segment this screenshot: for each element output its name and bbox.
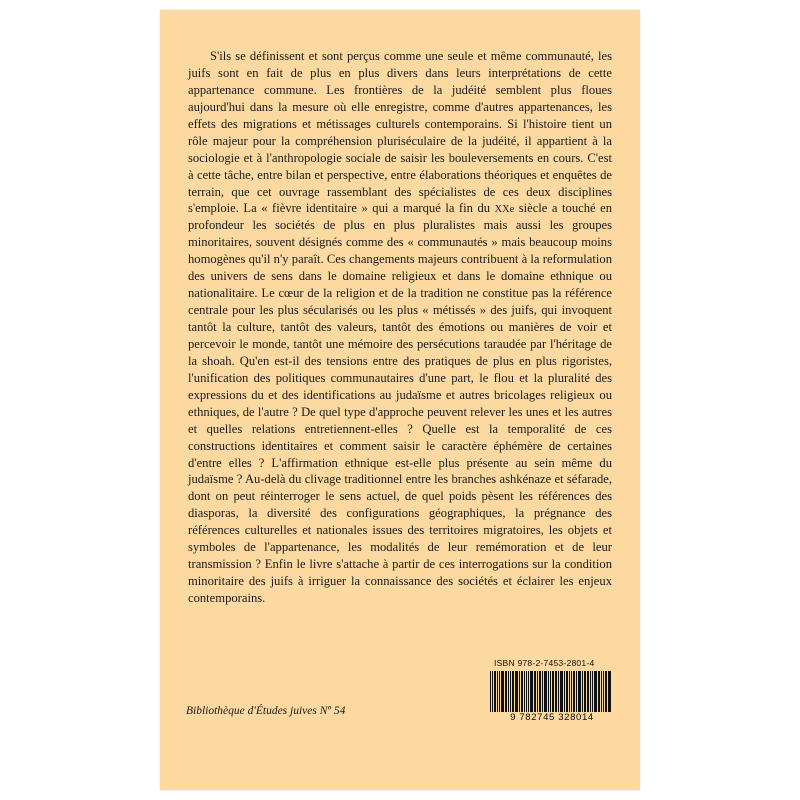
- isbn-block: [490, 658, 618, 723]
- series-line: Bibliothèque d'Études juives Nº 54: [186, 705, 346, 717]
- isbn-label: ISBN 978-2-7453-2801-4: [494, 658, 595, 668]
- blurb-part-2: siècle a touché en profondeur les sociétés de plus en plus pluralistes mais aussi les groupes minoritaires, souvent désignés comme des « communautés » mais beaucoup moins homogènes qu'il n'y paraît. Ces changements majeurs contribuent à la reformulation des univers de sens dans le domaine religieux et dans le domaine ethnique ou nationalitaire. Le cœur de la religion et de la tradition ne constitue pas la référence centrale pour les plus sécularisés ou les plus « métissés » des juifs, qui invoquent tantôt la culture, tantôt des valeurs, tantôt des émotions ou manières de voir et percevoir le monde, tantôt une mémoire des persécutions taraudée par l'héritage de la shoah. Qu'en est-il des tensions entre des pratiques de plus en plus rigoristes, l'unification des politiques communautaires d'une part, le flou et la pluralité des expressions du et des identifications au judaïsme et autres bricolages religieux ou ethniques, de l'autre ? De quel type d'approche peuvent relever les unes et les autres et quelles relations entretiennent-elles ? Quelle est la temporalité de ces constructions identitaires et comment saisir le caractère éphémère de certaines d'entre elles ? L'affirmation ethnique est-elle plus présente au sein même du judaïsme ? Au-delà du clivage traditionnel entre les branches ashkénaze et séfarade, dont on peut réinterroger le sens actuel, de quel poids pèsent les références des diasporas, la diversité des configurations géographiques, la prégnance des références culturelles et nationales issues des territoires migratoires, les objets et symboles de l'appartenance, les modalités de leur remémoration et de leur transmission ? Enfin le livre s'attache à partir de ces interrogations sur la condition minoritaire des juifs à irriguer la connaissance des sociétés et éclairer les enjeux contemporains.: [188, 201, 613, 606]
- blurb-part-1: S'ils se définissent et sont perçus comme une seule et même communauté, les juifs sont en fait de plus en plus divers dans leurs interprétations de cette appartenance commune. Les frontières de la judéité semblent plus floues aujourd'hui dans la mesure où elle enregistre, comme d'autres appartenances, les effets des migrations et métissages culturels contemporains. Si l'histoire tient un rôle majeur pour la compréhension pluriséculaire de la judéité, il appartient à la sociologie et à l'anthropologie sociale de saisir les bouleversements en cours. C'est à cette tâche, entre bilan et perspective, entre élaborations théoriques et enquêtes de terrain, que cet ouvrage rassemblant des spécialistes de ces deux disciplines s'emploie. La « fièvre identitaire » qui a marqué la fin du: [188, 49, 612, 216]
- barcode-bars: [490, 671, 614, 715]
- book-back-cover: [160, 10, 640, 790]
- barcode: [490, 671, 614, 723]
- blurb-text: [188, 48, 612, 607]
- blurb-smallcaps-century: XXe: [494, 204, 515, 216]
- barcode-digits: 9 782745 328014: [490, 712, 614, 723]
